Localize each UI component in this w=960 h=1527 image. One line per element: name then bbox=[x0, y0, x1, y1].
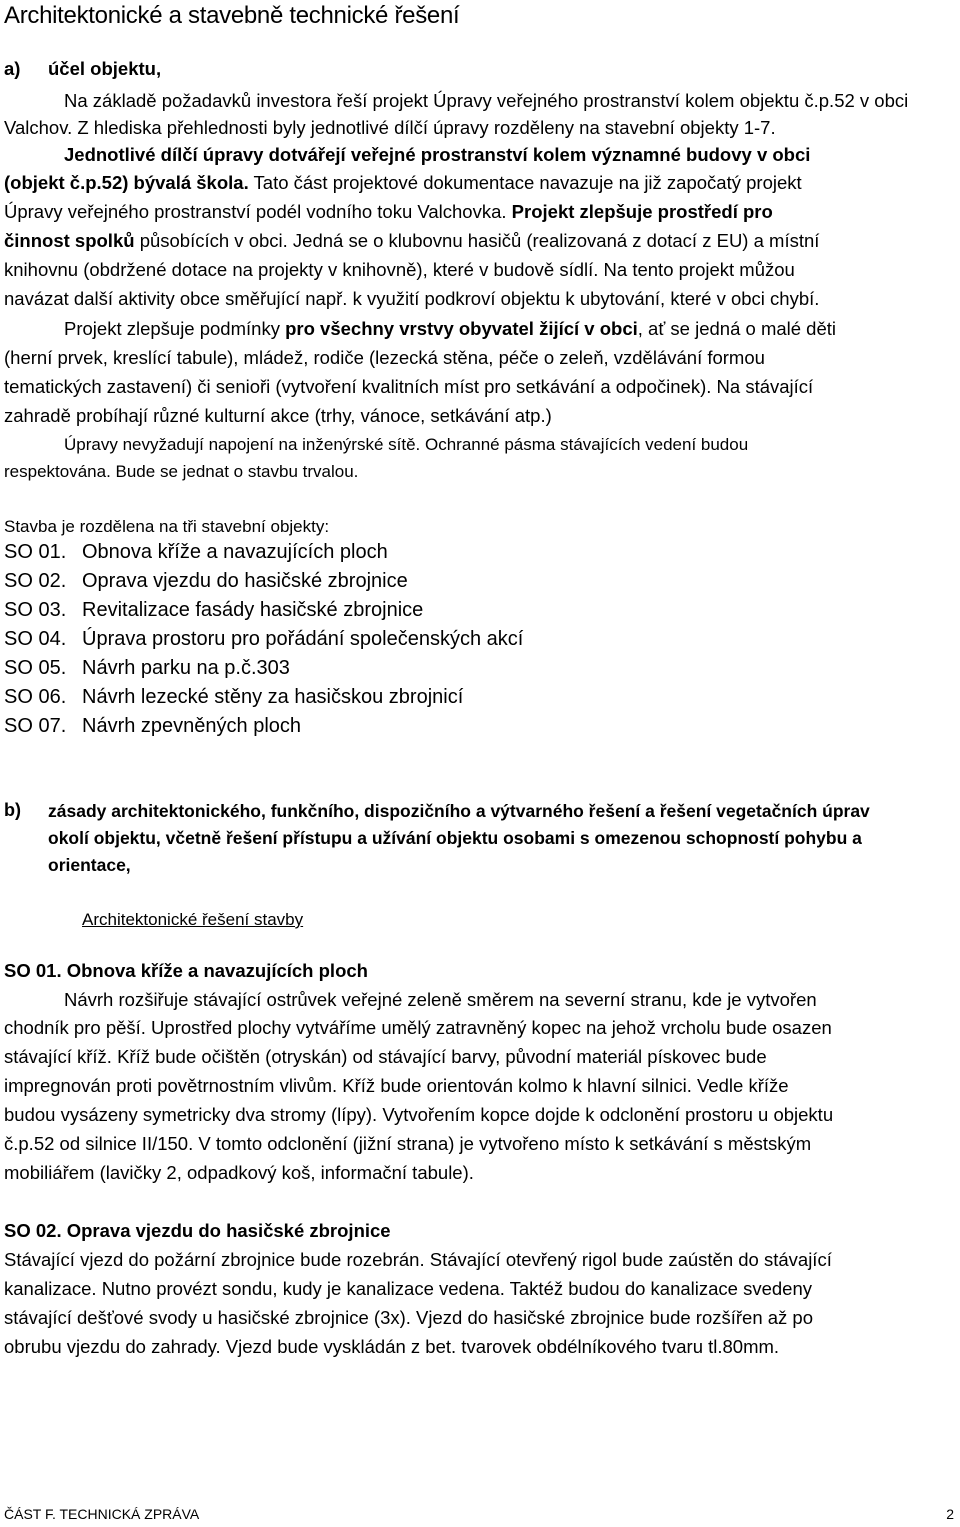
section-b-label: b) bbox=[4, 800, 21, 820]
so-name: Návrh lezecké stěny za hasičskou zbrojnicí bbox=[82, 686, 464, 708]
text: Projekt zlepšuje podmínky bbox=[64, 318, 280, 339]
so-list-item bbox=[4, 567, 408, 596]
page-number: 2 bbox=[946, 1506, 954, 1522]
text: , ať se jedná o malé děti bbox=[637, 318, 837, 339]
paragraph-line: Návrh rozšiřuje stávající ostrůvek veřejné zeleně směrem na severní stranu, kde je vytvořen bbox=[64, 989, 817, 1010]
paragraph-line: respektována. Bude se jednat o stavbu trvalou. bbox=[4, 462, 359, 481]
page-title: Architektonické a stavebně technické řešení bbox=[4, 2, 460, 29]
paragraph-line bbox=[4, 226, 944, 255]
text: Tato část projektové dokumentace navazuje na již započatý projekt bbox=[253, 172, 802, 193]
bold-text: pro všechny vrstvy obyvatel žijící v obci bbox=[285, 318, 638, 339]
paragraph-line bbox=[4, 168, 944, 197]
section-a-label: a) bbox=[4, 58, 21, 79]
paragraph-line: tematických zastavení) či senioři (vytvoření kvalitních míst pro setkávání a odpočinek). Na stávající bbox=[4, 376, 814, 397]
paragraph-line: knihovnu (obdržené dotace na projekty v knihovně), které v budově sídlí. Na tento projekt můžou bbox=[4, 259, 795, 280]
section-b-heading-line: orientace, bbox=[48, 855, 131, 875]
so-name: Úprava prostoru pro pořádání společenských akcí bbox=[82, 628, 524, 650]
so-code: SO 01. bbox=[4, 541, 67, 563]
paragraph-line: budou vysázeny symetricky dva stromy (lípy). Vytvořením kopce dojde k odclonění prostoru u objektu bbox=[4, 1104, 834, 1125]
so-list-item bbox=[4, 654, 290, 683]
bold-text: Projekt zlepšuje prostředí pro bbox=[511, 201, 773, 222]
so-name: Revitalizace fasády hasičské zbrojnice bbox=[82, 599, 424, 621]
so-list-item bbox=[4, 683, 463, 712]
so-code: SO 03. bbox=[4, 599, 67, 621]
so-name: Návrh zpevněných ploch bbox=[82, 715, 302, 737]
so-code: SO 02. bbox=[4, 570, 67, 592]
so-code: SO 05. bbox=[4, 657, 67, 679]
so-name: Návrh parku na p.č.303 bbox=[82, 657, 290, 679]
paragraph-line: navázat další aktivity obce směřující např. k využití podkroví objektu k ubytování, které v obci chybí. bbox=[4, 288, 820, 309]
paragraph-line: zahradě probíhají různé kulturní akce (trhy, vánoce, setkávání atp.) bbox=[4, 405, 552, 426]
so-code: SO 04. bbox=[4, 628, 67, 650]
text: působících v obci. Jedná se o klubovnu hasičů (realizovaná z dotací z EU) a místní bbox=[139, 230, 820, 251]
so-list-item bbox=[4, 625, 523, 654]
so-list-item bbox=[4, 712, 301, 741]
bold-text: činnost spolků bbox=[4, 230, 135, 251]
paragraph-line: č.p.52 od silnice II/150. V tomto odclonění (jižní strana) je vytvořeno místo k setkávání s městským bbox=[4, 1133, 812, 1154]
paragraph-line bbox=[4, 197, 944, 226]
so-code: SO 06. bbox=[4, 686, 67, 708]
so-intro: Stavba je rozdělena na tři stavební objekty: bbox=[4, 517, 330, 536]
so-code: SO 07. bbox=[4, 715, 67, 737]
paragraph-line: Valchov. Z hlediska přehlednosti byly jednotlivé dílčí úpravy rozděleny na stavební objekty 1-7. bbox=[4, 117, 776, 138]
so-name: Oprava vjezdu do hasičské zbrojnice bbox=[82, 570, 408, 592]
section-b-heading-line: okolí objektu, včetně řešení přístupu a užívání objektu osobami s omezenou schopností pohybu a bbox=[48, 828, 862, 848]
paragraph-line: (herní prvek, kreslící tabule), mládež, rodiče (lezecká stěna, péče o zeleň, vzdělávání formou bbox=[4, 347, 765, 368]
paragraph-line: Úpravy nevyžadují napojení na inženýrské sítě. Ochranné pásma stávajících vedení budou bbox=[64, 435, 749, 454]
so-list-item bbox=[4, 596, 423, 625]
so02-heading: SO 02. Oprava vjezdu do hasičské zbrojnice bbox=[4, 1220, 391, 1241]
paragraph-line: chodník pro pěší. Uprostřed plochy vytváříme umělý zatravněný kopec na jehož vrcholu bude osazen bbox=[4, 1017, 832, 1038]
bold-text: (objekt č.p.52) bývalá škola. bbox=[4, 172, 249, 193]
subheading: Architektonické řešení stavby bbox=[82, 910, 304, 929]
paragraph-bold-line: Jednotlivé dílčí úpravy dotvářejí veřejné prostranství kolem významné budovy v obci bbox=[64, 144, 811, 165]
paragraph-line: stávající dešťové svody u hasičské zbrojnice (3x). Vjezd do hasičské zbrojnice bude rozšířen až po bbox=[4, 1307, 814, 1328]
paragraph-line: obrubu vjezdu do zahrady. Vjezd bude vyskládán z bet. tvarovek obdélníkového tvaru tl.80mm. bbox=[4, 1336, 780, 1357]
paragraph-line: mobiliářem (lavičky 2, odpadkový koš, informační tabule). bbox=[4, 1162, 474, 1183]
so-name: Obnova kříže a navazujících ploch bbox=[82, 541, 388, 563]
section-a-heading: účel objektu, bbox=[48, 58, 162, 79]
paragraph-line: Na základě požadavků investora řeší projekt Úpravy veřejného prostranství kolem objektu č.p.52 v obci bbox=[64, 90, 909, 111]
so01-heading: SO 01. Obnova kříže a navazujících ploch bbox=[4, 960, 368, 981]
paragraph-line: kanalizace. Nutno provézt sondu, kudy je kanalizace vedena. Taktéž budou do kanalizace svedeny bbox=[4, 1278, 813, 1299]
paragraph-line: Stávající vjezd do požární zbrojnice bude rozebrán. Stávající otevřený rigol bude zaústěn do stávající bbox=[4, 1249, 832, 1270]
paragraph-line: impregnován proti povětrnostním vlivům. Kříž bude orientován kolmo k hlavní silnici. Vedle kříže bbox=[4, 1075, 789, 1096]
footer-label: ČÁST F. TECHNICKÁ ZPRÁVA bbox=[4, 1506, 200, 1522]
text: Úpravy veřejného prostranství podél vodního toku Valchovka. bbox=[4, 201, 507, 222]
paragraph-line bbox=[64, 314, 960, 343]
so-list-item bbox=[4, 538, 388, 567]
paragraph-line: stávající kříž. Kříž bude očištěn (otryskán) od stávající barvy, původní materiál pískovec bude bbox=[4, 1046, 767, 1067]
section-b-heading-line: zásady architektonického, funkčního, dispozičního a výtvarného řešení a řešení vegetačních úprav bbox=[48, 801, 870, 821]
